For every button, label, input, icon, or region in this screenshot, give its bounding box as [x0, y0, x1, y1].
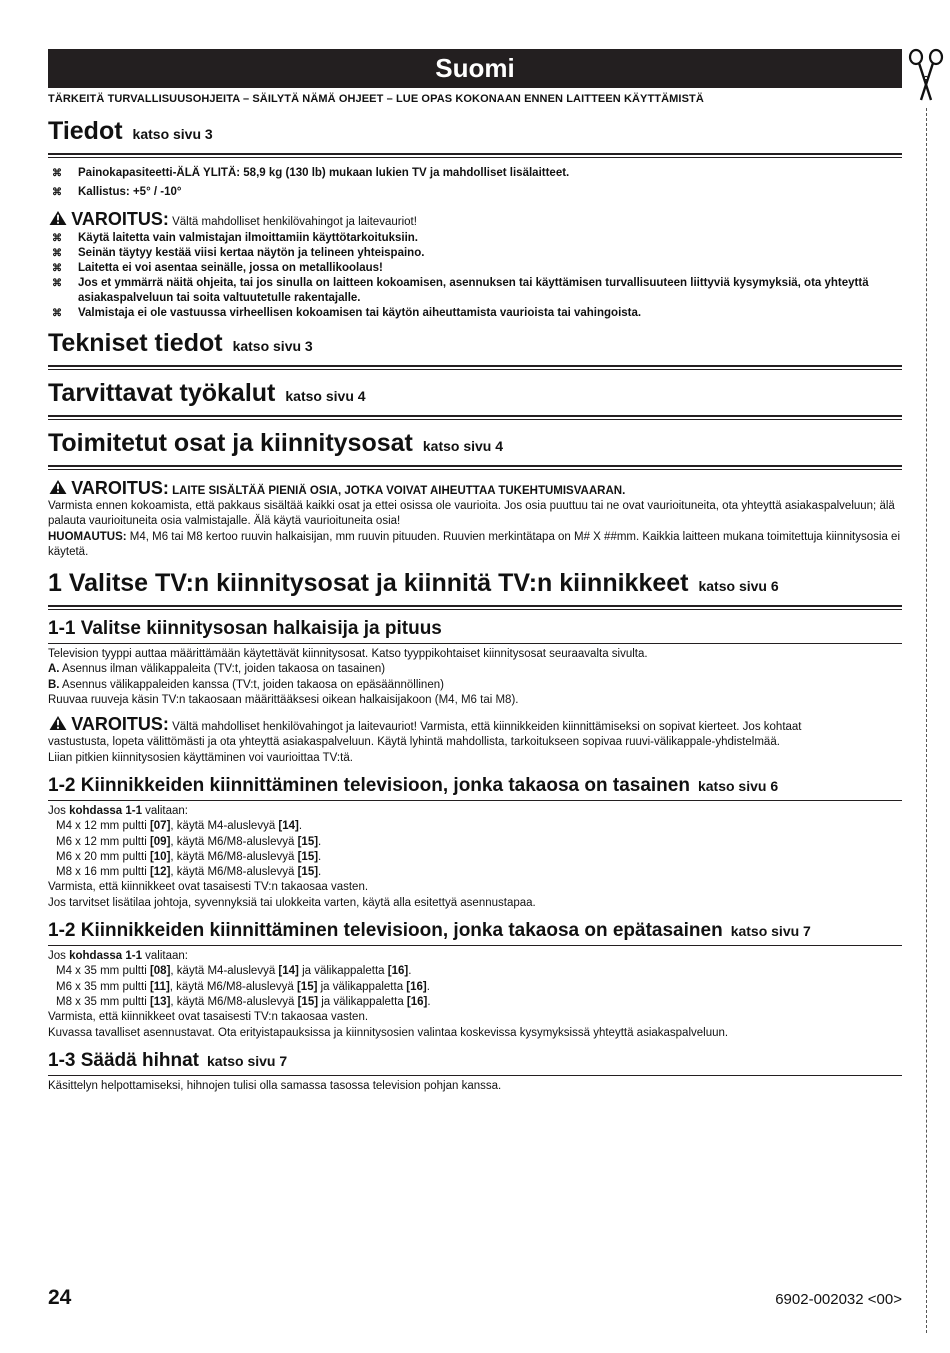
paragraph: Varmista, että kiinnikkeet ovat tasaisesti TV:n takaosaa vasten. — [48, 881, 369, 894]
text: Jos — [48, 950, 70, 963]
text: M6 x 35 mm pultti — [56, 980, 150, 993]
item-text: Valmistaja ei ole vastuussa virheellisen kokoamisen tai käytön aiheuttamista vaurioista tai vahingoista. — [78, 307, 642, 319]
text: Ruuvaa ruuveja käsin TV:n takaosaan määrittääksesi oikean halkaisijakoon ( — [48, 694, 439, 707]
hardware-row — [48, 850, 902, 865]
subsection-title: 1-3 Säädä hihnat — [48, 1049, 199, 1071]
section-title: Tarvittavat työkalut — [48, 379, 276, 407]
option-text: Asennus ilman välikappaleita (TV:t, joiden takaosa on tasainen) — [59, 663, 386, 676]
option-text: Asennus välikappaleiden kanssa (TV:t, joiden takaosa on epäsäännöllinen) — [59, 678, 444, 691]
part-number: [15] — [297, 866, 319, 879]
subsection-title: 1-1 Valitse kiinnitysosan halkaisija ja pituus — [48, 618, 442, 640]
text: , käytä M4-aluslevyä — [170, 820, 279, 833]
page — [48, 49, 902, 1094]
subsection-divider — [48, 800, 902, 801]
text: valitaan: — [141, 804, 188, 817]
list-item — [48, 185, 902, 200]
option-b — [48, 678, 902, 693]
size-text: M4, M6 tai M8 — [438, 694, 512, 707]
text: ja välikappaletta — [298, 965, 388, 978]
text: M8 x 35 mm pultti — [56, 995, 150, 1008]
section-tyokalut-heading — [48, 379, 902, 410]
section-divider — [48, 465, 902, 470]
paragraph: Varmista, että kiinnikkeet ovat tasaisesti TV:n takaosaa vasten. — [48, 1011, 369, 1024]
warning-icon — [48, 715, 68, 731]
item-text: Painokapasiteetti- — [78, 167, 177, 179]
part-number: [08] — [149, 965, 171, 978]
step12-irregular-heading — [48, 920, 902, 942]
step-ref: kohdassa 1-1 — [69, 950, 142, 963]
text: Jos — [48, 804, 70, 817]
scissors-icon — [907, 48, 945, 104]
bullet-icon: ⌘ — [52, 278, 62, 289]
option-a — [48, 662, 902, 677]
warning-list — [48, 231, 902, 321]
part-number: [15] — [297, 835, 319, 848]
bullet-icon: ⌘ — [52, 308, 62, 319]
bullet-icon: ⌘ — [52, 187, 62, 198]
section-divider — [48, 415, 902, 420]
part-number: [15] — [296, 980, 318, 993]
option-label: A. — [48, 663, 60, 676]
note-paragraph — [48, 530, 902, 561]
warning-icon — [48, 479, 68, 495]
part-number: [16] — [406, 980, 427, 993]
paragraph: Television tyyppi auttaa määrittämään käytettävät kiinnitysosat. Katso tyyppikohtaiset kiinnitysosat seuraavalta sivulta. — [48, 648, 648, 661]
text: , käytä M6/M8-aluslevyä — [170, 995, 298, 1008]
safety-heading: TÄRKEITÄ TURVALLISUUSOHJEITA – SÄILYTÄ NÄMÄ OHJEET – LUE OPAS KOKONAAN ENNEN LAITTEEN KÄYTTÄMISTÄ — [48, 93, 704, 105]
list-item — [48, 166, 902, 181]
option-label: B. — [48, 678, 60, 691]
paragraph: Kuvassa tavalliset asennustavat. Ota erityistapauksissa ja kiinnitysosien valintaa koskevissa kysymyksissä yhteyttä asiakaspalveluun. — [48, 1026, 729, 1039]
paragraph: Käsittelyn helpottamiseksi, hihnojen tulisi olla samassa tasossa television pohjan kanssa. — [48, 1079, 502, 1092]
page-reference: katso sivu 7 — [207, 1052, 288, 1069]
hardware-row — [48, 964, 902, 979]
text: . — [318, 866, 322, 879]
subsection-divider — [48, 643, 902, 644]
step1-heading — [48, 569, 902, 600]
part-number: [13] — [149, 995, 171, 1008]
note-text: M4, M6 tai M8 kertoo ruuvin halkaisijan, mm ruuvin pituuden. Ruuvien merkintätapa on M# X ##mm. Kaikkia laitteen mukana toimitettuja kiinnitysosia ei käytetä. — [48, 530, 900, 558]
part-number: [16] — [387, 965, 409, 978]
hardware-row — [48, 980, 902, 995]
text: M8 x 16 mm pultti — [56, 866, 150, 879]
text: , käytä M6/M8-aluslevyä — [170, 850, 298, 863]
warning-label: VAROITUS: — [71, 478, 169, 498]
step12-flat-heading — [48, 775, 902, 797]
text: , käytä M6/M8-aluslevyä — [170, 866, 298, 879]
item-text: Laitetta ei voi asentaa seinälle, jossa on metallikoolaus! — [78, 262, 383, 274]
bullet-icon: ⌘ — [52, 263, 62, 274]
section-divider — [48, 365, 902, 370]
warning-block — [48, 210, 902, 230]
document-code: 6902-002032 <00> — [775, 1291, 902, 1308]
text: , käytä M4-aluslevyä — [170, 965, 279, 978]
warning-text: Vältä mahdolliset henkilövahingot ja laitevauriot! — [172, 216, 417, 228]
part-number: [07] — [149, 820, 171, 833]
warning-block — [48, 479, 902, 499]
page-reference: katso sivu 4 — [422, 438, 504, 454]
page-reference: katso sivu 6 — [697, 777, 779, 794]
section-divider — [48, 605, 902, 610]
part-number: [09] — [149, 835, 171, 848]
section-divider — [48, 153, 902, 158]
cut-line — [926, 108, 927, 1333]
part-number: [15] — [297, 850, 319, 863]
warning-paragraph: Varmista ennen kokoamista, että pakkaus sisältää kaikki osat ja ettei osissa ole vaurioita. Jos osia puuttuu tai ne ovat vaurioituneita, ota yhteyttä asiakaspalveluun; älä palauta vaurioituneita osia valmistajalle. Älä käytä vaurioituneita osia! — [48, 500, 895, 528]
language-banner: Suomi — [48, 49, 902, 88]
section-tiedot-heading — [48, 117, 902, 148]
text: , käytä M6/M8-aluslevyä — [170, 835, 298, 848]
text: ja välikappaletta — [318, 995, 407, 1008]
text: . — [408, 965, 412, 978]
list-item — [48, 306, 902, 321]
text: . — [318, 835, 322, 848]
page-reference: katso sivu 3 — [132, 126, 213, 142]
part-number: [14] — [278, 965, 299, 978]
warning-text: Vältä mahdolliset henkilövahingot ja laitevauriot! Varmista, että kiinnikkeiden kiinnittämiseksi on sopivat kierteet. Jos kohtaat — [172, 721, 802, 734]
text: . — [426, 980, 430, 993]
warning-text: Liian pitkien kiinnitysosien käyttäminen voi vaurioittaa TV:tä. — [48, 751, 353, 764]
item-text: Jos et ymmärrä näitä ohjeita, tai jos sinulla on laitteen kokoamisen, asennuksen tai käyttämisen turvallisuuteen liittyviä kysymyksiä, ota yhteyttä asiakaspalveluun tai soita valtuutetulle rakentajalle. — [78, 277, 869, 304]
item-text: Käytä laitetta vain valmistajan ilmoittamiin käyttötarkoituksiin. — [78, 232, 418, 244]
section-title: Toimitetut osat ja kiinnitysosat — [48, 429, 413, 457]
warning-label: VAROITUS: — [71, 209, 169, 229]
page-number: 24 — [48, 1286, 72, 1309]
hardware-row — [48, 819, 902, 834]
hardware-row — [48, 835, 902, 850]
subsection-divider — [48, 1075, 902, 1076]
list-item — [48, 231, 902, 246]
item-emphasis: ÄLÄ YLITÄ — [176, 167, 237, 179]
page-reference: katso sivu 7 — [730, 923, 811, 940]
text: ja välikappaletta — [317, 980, 407, 993]
page-reference: katso sivu 6 — [698, 578, 779, 595]
subsection-title: 1-2 Kiinnikkeiden kiinnittäminen televisioon, jonka takaosa on epätasainen — [48, 920, 723, 942]
bullet-icon: ⌘ — [52, 233, 62, 244]
section-title: 1 Valitse TV:n kiinnitysosat ja kiinnitä TV:n kiinnikkeet — [48, 569, 689, 598]
section-title: Tekniset tiedot — [48, 329, 223, 357]
page-reference: katso sivu 4 — [285, 388, 366, 404]
warning-caps-text: LAITE SISÄLTÄÄ PIENIÄ OSIA, JOTKA VOIVAT AIHEUTTAA TUKEHTUMISVAARAN. — [172, 485, 626, 497]
part-number: [12] — [149, 866, 171, 879]
text: ). — [511, 694, 519, 707]
item-text: : 58,9 kg (130 lb) mukaan lukien TV ja mahdolliset lisälaitteet. — [236, 167, 570, 179]
text: M6 x 20 mm pultti — [56, 850, 150, 863]
item-text: Seinän täytyy kestää viisi kertaa näytön ja telineen yhteispaino. — [78, 247, 425, 259]
warning-label: VAROITUS: — [71, 714, 169, 735]
text: . — [427, 995, 431, 1008]
section-toimitetut-heading — [48, 429, 902, 460]
text: . — [298, 820, 303, 833]
hardware-row — [48, 995, 902, 1010]
text: , käytä M6/M8-aluslevyä — [169, 980, 297, 993]
part-number: [11] — [149, 980, 170, 993]
step11-heading — [48, 618, 902, 640]
text: valitaan: — [141, 950, 188, 963]
text: . — [318, 850, 322, 863]
part-number: [14] — [278, 820, 299, 833]
text: M4 x 12 mm pultti — [56, 820, 150, 833]
page-reference: katso sivu 3 — [232, 338, 313, 354]
list-item — [48, 261, 902, 276]
list-item — [48, 246, 902, 261]
part-number: [15] — [297, 995, 319, 1008]
text: M4 x 35 mm pultti — [56, 965, 150, 978]
paragraph: Jos tarvitset lisätilaa johtoja, syvennyksiä tai ulokkeita varten, käytä alla esitettyä asennustapaa. — [48, 896, 536, 909]
part-number: [16] — [406, 995, 428, 1008]
list-item — [48, 276, 902, 306]
bullet-icon: ⌘ — [52, 168, 62, 179]
note-label: HUOMAUTUS: — [48, 530, 127, 543]
subsection-title: 1-2 Kiinnikkeiden kiinnittäminen televisioon, jonka takaosa on tasainen — [48, 774, 690, 796]
hardware-row — [48, 865, 902, 880]
bullet-icon: ⌘ — [52, 248, 62, 259]
section-tekniset-heading — [48, 329, 902, 360]
paragraph — [48, 693, 902, 708]
step-ref: kohdassa 1-1 — [69, 804, 142, 817]
subsection-divider — [48, 945, 902, 946]
warning-text: vastustusta, lopeta välittömästi ja ota yhteyttä asiakaspalveluun. Käytä lyhintä mahdollista, tarkoitukseen sopivaa ruuvi-välikappale-yhdistelmää. — [48, 736, 780, 749]
tiedot-list — [48, 166, 902, 200]
section-title: Tiedot — [48, 117, 123, 145]
warning-block — [48, 715, 902, 735]
intro-line — [48, 949, 902, 964]
intro-line — [48, 804, 902, 819]
item-text: Kallistus: +5° / -10° — [78, 186, 182, 198]
text: M6 x 12 mm pultti — [56, 835, 150, 848]
part-number: [10] — [149, 850, 171, 863]
step13-heading — [48, 1050, 902, 1072]
warning-icon — [48, 210, 68, 226]
